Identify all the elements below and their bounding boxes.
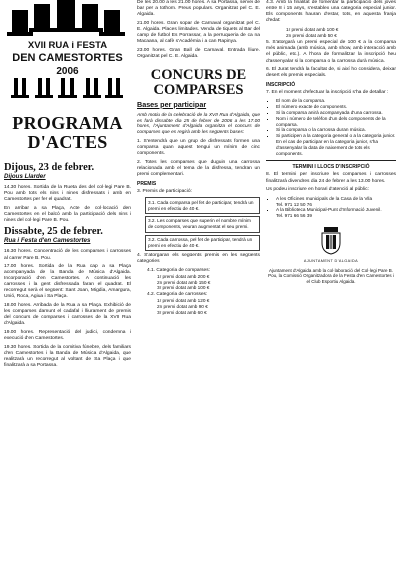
day2-item: 18.00 hores. Arribada de la Rua a sa Plaça. Exhibició de les comparses damunt el cadafal i lliurament de premis del concurs de comparses i carrosses de la XVII Rua d'Algaida. — [4, 303, 131, 327]
special-prize: 5. S'atorgarà un premi especial de 100 € a la comparsa més animada (amb música, amb show, amb interacció amb el públic, etc.). A l'hora de formalitzar la inscripció heu d'assenyalar si la comparsa o la carrossa durà música. — [266, 40, 396, 64]
bases-title: Bases per participar — [137, 99, 207, 109]
cat2-prize: 2n premi dotat amb 90 € — [157, 303, 208, 309]
inscripcio-item: ▪ Nom i número de telèfon d'un dels components de la comparsa. — [276, 116, 396, 128]
cat1-prize: 3r premi dotat amb 100 € — [157, 285, 210, 291]
rule-item: 1. S'entendrà que un grup de disfressats formen una comparsa quan aquest tengui un mínim de cinc components. — [137, 139, 260, 157]
crest-label: AJUNTAMENT D'ALGAIDA — [303, 258, 359, 263]
inscripcio-item: ▪ El nom de la comparsa. — [276, 98, 396, 104]
day1-item: 14.30 hores. Sortida de la Rueta des del col·legi Pare B. Pou amb tots els nins i nines disfressats i amb en Camestortes per fer el quadrat. — [4, 185, 131, 203]
coat-of-arms-icon — [320, 227, 342, 255]
day1-item: En arribar a sa Plaça, Acte de col·locació den Camestortes en el balcó amb la participació dels nins i nines del col·legi Pare B. Pou. — [4, 205, 131, 223]
day2-item: 19.30 hores. Sortida de la comitiva fúnebre, dels familiars d'en Camestortes i la Banda de Música d'Algaida, que realitzarà un recorregut al voltant de Sa Plaça i que finalitzarà a sa Portassa. — [4, 344, 131, 368]
day1-subtitle: Dijous Llarder — [4, 173, 46, 180]
premis-box: 3.2. Cada carrossa, pel fet de participar, tendrà un premi en efectiu de 40 €. — [145, 235, 260, 252]
cat2-prize: 3r premi dotat amb 60 € — [157, 309, 207, 315]
winners-intro: 4. S'atorgaran els següents premis en les següents categories — [137, 253, 260, 265]
day2-subtitle: Rua i Festa d'en Camestortes — [4, 237, 91, 245]
premis-intro: 3. Premis de participació: — [137, 188, 192, 194]
municipal-crest — [266, 227, 396, 255]
day2-item: 16.30 hores. Concentració de les comparses i carrosses al carrer Pare B. Pou. — [4, 249, 131, 261]
footer-credits: Ajuntament d'Algaida amb la col·laboració del Col·legi Pare B. Pou, la Comissió Organitzadora de la Festa d'en Camestortes i el Club Esportiu Algaida. — [268, 267, 394, 284]
llocs-intro: Us podeu inscriure en horari d'atenció al públic: — [266, 187, 369, 193]
jury-note: 6. El Jurat tendrà la facultat de, si així ho considera, deixar desert els premis especials. — [266, 67, 396, 79]
divider — [266, 160, 396, 161]
llocs-list — [276, 196, 396, 219]
hero-line-3: 2006 — [56, 66, 79, 77]
cat2-prize: 1r premi dotat amb 120 € — [157, 298, 210, 304]
lloc-phone: Tel. 971 66 56 39 — [276, 213, 312, 219]
contest-title: CONCURS DE COMPARSES — [150, 66, 247, 98]
junior-prize: 1r premi dotat amb 100 € — [286, 26, 339, 32]
evening-item: De les 20.00 a les 21.00 hores. A sa Portassa, servei de bar per a tothom. Preus populars. Organitzat pel C. E. Algaida. — [137, 0, 260, 18]
evening-item: 23.00 hores. Gran Ball de Carnaval. Entrada lliure. Organitzat pel C. E. Algaida. — [137, 47, 260, 59]
inscripcio-item: ▪ Si la comparsa anirà acompanyada d'una carrossa. — [276, 110, 396, 116]
junior-prize: 2n premi dotat amb 50 € — [286, 32, 337, 38]
rule-item: 2. Totes les comparses que duguin una carrossa relacionada amb el tema de la disfressa, tendran un premi complementari. — [137, 159, 260, 178]
cat1-prize: 1r premi dotat amb 200 € — [157, 273, 210, 279]
day2-item: 19.00 hores. Representació del judici, condemna i execució d'en Camestortes. — [4, 329, 131, 341]
cat1-title: 4.1. Categoria de comparses: — [147, 267, 210, 273]
junior-category: 4.3. Amb la finalitat de fomentar la participació dels joves entre 8 i 15 anys, s'establex una categoria especial junior. Els components hauran d'estar, tots, en aquesta franja d'edat: — [266, 0, 396, 24]
termini-text: 8. El termini per inscriure les comparses i carrosses finalitzarà divendres dia 24 de febrer a les 13.00 hores. — [266, 172, 396, 184]
inscripcio-title: INSCRIPCIÓ — [266, 81, 296, 88]
program-title: PROGRAMA D'ACTES — [12, 113, 123, 152]
termini-title: TERMINI I LLOCS D'INSCRIPCIÓ — [292, 164, 370, 171]
column-program — [4, 0, 131, 371]
hero-line-2: DEN CAMESTORTES — [12, 52, 123, 64]
hero-banner — [4, 0, 131, 100]
evening-item: 21.00 hores. Gran sopar de Carnaval organitzat pel C. E. Algaida. Places limitades. Venda de tiquets al Bar del camp de futbol Es Porrassar, a la perruqueria de ca na Macaana, al cafè s'Acadèmia i a can Rapinya. — [137, 20, 260, 44]
day2-title: Dissabte, 25 de febrer. — [4, 226, 103, 238]
inscripcio-intro: 7. En el moment d'efectuar la inscripció s'ha de detallar : — [266, 89, 389, 95]
cat2-title: 4.2. Categoria de carrosses: — [147, 292, 208, 298]
contest-intro: Amb motiu de la celebració de la XVII Rua d'Algaida, que es farà dissabte dia 25 de febrer de 2006 a les 17.00 hores, l'Ajuntament d'Algaida organitza el concurs de comparses que es regirà amb les següents bases: — [137, 112, 260, 136]
day1-title: Dijous, 23 de febrer. — [4, 162, 95, 173]
cat1-prize: 2n premi dotat amb 150 € — [157, 279, 211, 285]
column-registration — [266, 0, 396, 284]
inscripcio-item: ▪ Si participen a la categoria general o a la categoria junior. En el cas de participar en la categoria junior, s'ha d'assenyalar la data de naixement de tots els components. — [276, 133, 396, 156]
premis-box: 3.2. Les comparses que superin el nombre mínim de components, veuran augmentat el seu premi. — [145, 216, 260, 233]
hero-line-1: XVII RUA i FESTA — [27, 40, 108, 51]
lloc-item: ▪ A la Biblioteca Municipal-Punt d'Informació Juvenil. — [276, 207, 396, 213]
premis-title: PREMIS — [137, 180, 157, 187]
inscripcio-item: ▪ El número exacte de components. — [276, 104, 396, 110]
lloc-phone: Tel. 971 12 50 76 — [276, 201, 312, 207]
lloc-item: ▪ A les Oficines municipals de la Casa de la Vila — [276, 196, 396, 202]
inscripcio-list — [276, 98, 396, 156]
inscripcio-item: ▪ Si la comparsa o la carrossa duran música. — [276, 127, 396, 133]
premis-box: 3.1. Cada comparsa pel fet de participar, tendrà un premi en efectiu de 40 €. — [145, 197, 260, 214]
column-contest — [137, 0, 260, 315]
day2-item: 17.00 hores. Sortida de la Rua cap a sa Plaça acompanyada de la Banda de Música d'Algaida. Incorporació d'en Camestortes. A continuació les carrosses i la gent disfressada faran el quadrat. El recorregut serà el següent: Sant Joan, Migdia, Amargura, Unió, Roca, Agiua i Sa Plaça. — [4, 264, 131, 300]
